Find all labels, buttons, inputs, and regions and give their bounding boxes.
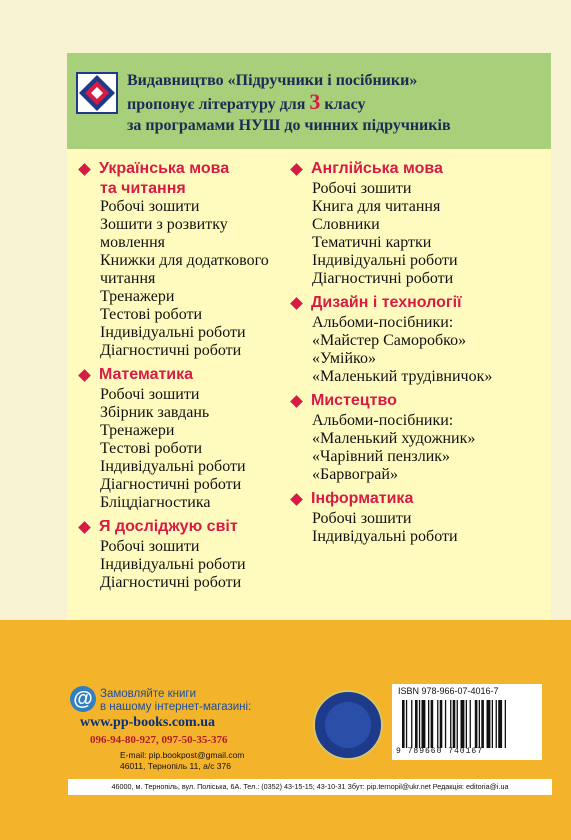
list-item: Тренажери — [100, 422, 175, 439]
section-design — [290, 294, 550, 386]
section-title: Інформатика — [311, 490, 414, 507]
section-world — [78, 518, 298, 592]
list-item: Діагностичні роботи — [100, 342, 242, 359]
list-item: Альбоми-посібники: — [312, 412, 454, 429]
diamond-bullet-icon — [78, 163, 91, 176]
barcode-digits: 9 789660 740167 — [396, 747, 484, 756]
list-item: Діагностичні роботи — [100, 476, 242, 493]
list-item: Індивідуальні роботи — [100, 324, 246, 341]
order-info — [70, 686, 270, 771]
email-text: E-mail: pip.bookpost@gmail.com — [120, 750, 245, 760]
list-item: Діагностичні роботи — [100, 574, 242, 591]
list-item: Збірник завдань — [100, 404, 210, 421]
list-item: мовлення — [100, 234, 166, 251]
order-line-1: Замовляйте книги — [100, 688, 197, 700]
list-item: «Майстер Саморобко» — [312, 332, 467, 349]
diamond-bullet-icon — [290, 395, 303, 408]
list-item: читання — [100, 270, 156, 287]
section-title: Математика — [99, 366, 194, 383]
list-item: Робочі зошити — [100, 386, 200, 403]
list-item: Тренажери — [100, 288, 175, 305]
list-item: Робочі зошити — [312, 510, 412, 527]
order-line-2: в нашому інтернет-магазині: — [100, 701, 252, 713]
list-item: Альбоми-посібники: — [312, 314, 454, 331]
section-informatics — [290, 490, 550, 546]
list-item: «Чарівний пензлик» — [312, 448, 451, 465]
list-item: Індивідуальні роботи — [312, 252, 458, 269]
isbn-label: ISBN 978-966-07-4016-7 — [398, 686, 499, 696]
list-item: Індивідуальні роботи — [100, 458, 246, 475]
at-sign-icon: @ — [70, 686, 96, 712]
header-text — [127, 70, 547, 136]
phone-numbers: 096-94-80-927, 097-50-35-376 — [90, 734, 228, 746]
diamond-bullet-icon — [290, 297, 303, 310]
section-title: Дизайн і технології — [311, 294, 462, 311]
postal-address: 46011, Тернопіль 11, а/с 376 — [120, 761, 231, 771]
catalog-right-column — [290, 160, 550, 552]
list-item: Індивідуальні роботи — [312, 528, 458, 545]
publisher-header — [67, 53, 551, 149]
barcode-icon — [400, 700, 536, 748]
list-item: Робочі зошити — [312, 180, 412, 197]
section-title: Українська мова — [99, 160, 230, 177]
list-item: «Маленький художник» — [312, 430, 476, 447]
publisher-address: 46000, м. Тернопіль, вул. Поліська, 6А. Тел.: (0352) 43-15-15; 43-10-31 Збут: pip.ternopil@ukr.net Редакція: editoria@i.ua — [68, 779, 552, 795]
section-math — [78, 366, 298, 512]
list-item: Бліцдіагностика — [100, 494, 211, 511]
isbn-block — [392, 684, 542, 760]
grade-number: 3 — [309, 89, 321, 114]
list-item: «Барвограй» — [312, 466, 398, 483]
list-item: Діагностичні роботи — [312, 270, 454, 287]
diamond-bullet-icon — [78, 521, 91, 534]
diamond-bullet-icon — [78, 369, 91, 382]
list-item: Тестові роботи — [100, 306, 203, 323]
list-item: «Умійко» — [312, 350, 377, 367]
list-item: Словники — [312, 216, 380, 233]
list-item: Книжки для додаткового — [100, 252, 269, 269]
section-title: Англійська мова — [311, 160, 443, 177]
list-item: Індивідуальні роботи — [100, 556, 246, 573]
header-line-2: пропонує літературу для 3 класу — [127, 89, 366, 114]
list-item: Робочі зошити — [100, 198, 200, 215]
publisher-logo-icon — [75, 71, 119, 115]
header-line-3: за програмами НУШ до чинних підручників — [127, 117, 451, 134]
section-title: Мистецтво — [311, 392, 397, 409]
diamond-bullet-icon — [290, 493, 303, 506]
shop-website-link[interactable]: www.pp-books.com.ua — [80, 715, 215, 730]
emblem-center — [325, 702, 371, 748]
quality-emblem-icon — [313, 690, 383, 760]
catalog-left-column — [78, 160, 298, 598]
section-art — [290, 392, 550, 484]
list-item: Робочі зошити — [100, 538, 200, 555]
list-item: Тестові роботи — [100, 440, 203, 457]
list-item: «Маленький трудівничок» — [312, 368, 493, 385]
list-item: Зошити з розвитку — [100, 216, 228, 233]
section-title: Я досліджую світ — [99, 518, 238, 535]
list-item: Книга для читання — [312, 198, 441, 215]
section-ukrainian — [78, 160, 298, 360]
diamond-bullet-icon — [290, 163, 303, 176]
list-item: Тематичні картки — [312, 234, 432, 251]
header-line-1: Видавництво «Підручники і посібники» — [127, 72, 418, 89]
section-english — [290, 160, 550, 288]
section-title-cont: та читання — [100, 180, 186, 197]
